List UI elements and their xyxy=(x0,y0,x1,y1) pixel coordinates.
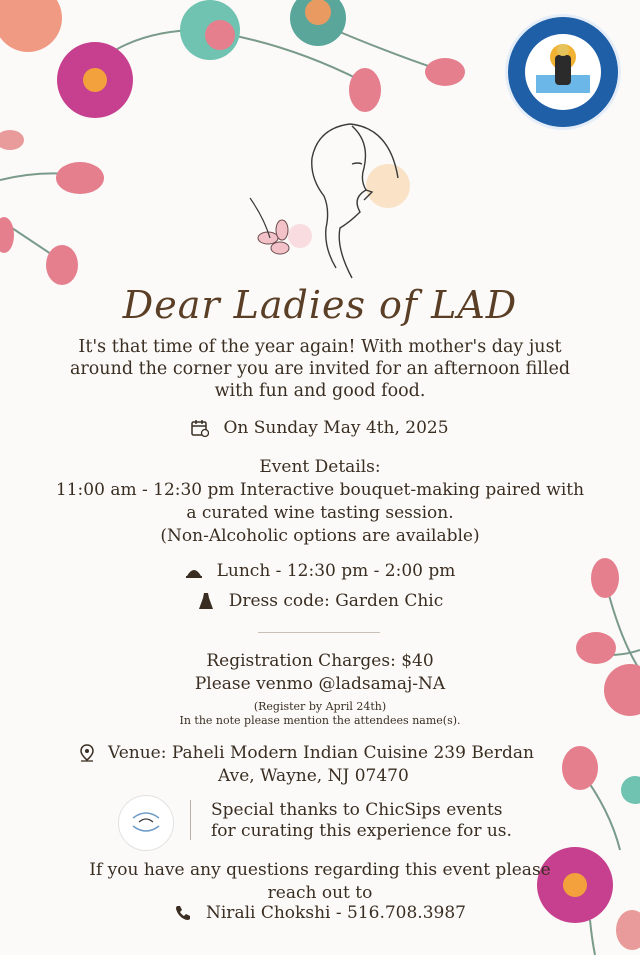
lunch-row xyxy=(0,561,640,581)
dress-icon xyxy=(197,592,215,610)
organization-logo xyxy=(505,14,621,130)
thanks-section xyxy=(211,800,512,842)
venmo-handle: Please venmo @ladsamaj-NA xyxy=(194,674,446,694)
location-pin-icon xyxy=(78,744,96,762)
dress-code-row xyxy=(0,591,640,611)
registration-section xyxy=(0,650,640,696)
contact-line: reach out to xyxy=(267,883,373,903)
thanks-line: Special thanks to ChicSips events xyxy=(211,800,503,820)
calendar-icon xyxy=(191,419,209,437)
event-date: On Sunday May 4th, 2025 xyxy=(223,418,449,438)
intro-paragraph: It's that time of the year again! With mother's day just around the corner you are invited for an afternoon filled with fun and good food. xyxy=(69,337,571,401)
event-details-line: a curated wine tasting session. xyxy=(186,503,454,523)
event-title: Dear Ladies of LAD xyxy=(122,283,518,327)
venue-section xyxy=(78,742,578,788)
sponsor-divider xyxy=(190,800,191,840)
chicsips-logo xyxy=(118,795,174,851)
venue-address-line: Venue: Paheli Modern Indian Cuisine 239 Berdan xyxy=(108,743,534,763)
phone-icon xyxy=(174,904,192,922)
contact-person-row xyxy=(0,903,640,923)
logo-emblem-icon xyxy=(508,17,618,127)
venue-address-line: Ave, Wayne, NJ 07470 xyxy=(218,766,409,786)
dress-code: Dress code: Garden Chic xyxy=(228,591,444,611)
registration-charges: Registration Charges: $40 xyxy=(206,651,434,671)
chicsips-logo-icon xyxy=(119,796,173,850)
contact-person: Nirali Chokshi - 516.708.3987 xyxy=(206,903,466,923)
thanks-line: for curating this experience for us. xyxy=(211,821,512,841)
event-details-line: (Non-Alcoholic options are available) xyxy=(160,526,480,546)
food-cloche-icon xyxy=(185,562,203,580)
section-divider xyxy=(258,632,380,633)
contact-section xyxy=(0,859,640,905)
date-row xyxy=(0,418,640,438)
event-details-line: 11:00 am - 12:30 pm Interactive bouquet-making paired with xyxy=(55,480,585,500)
registration-deadline: (Register by April 24th) xyxy=(253,700,387,713)
event-details xyxy=(0,456,640,548)
registration-note: In the note please mention the attendees name(s). xyxy=(179,714,461,727)
contact-line: If you have any questions regarding this event please xyxy=(89,860,551,880)
lunch-time: Lunch - 12:30 pm - 2:00 pm xyxy=(216,561,456,581)
event-details-heading: Event Details: xyxy=(259,457,381,477)
woman-lineart-illustration xyxy=(240,118,420,283)
registration-notes xyxy=(0,700,640,728)
